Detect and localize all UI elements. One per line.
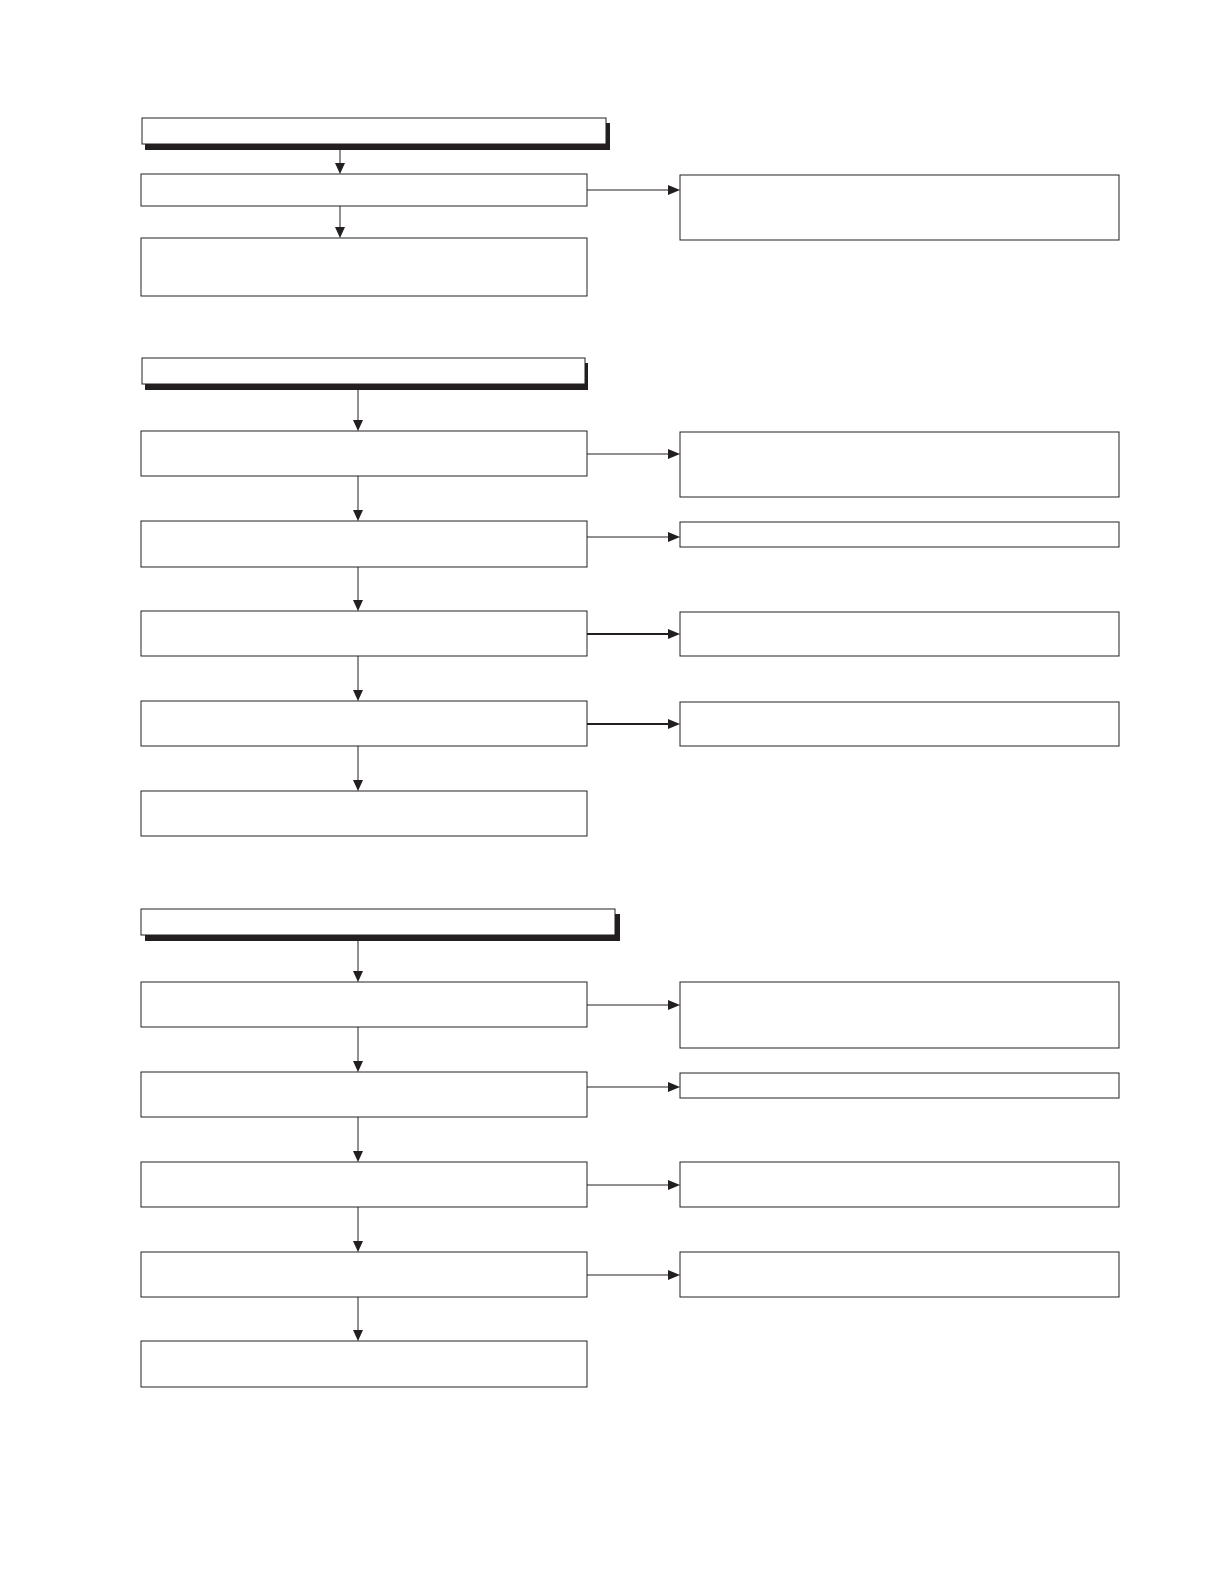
section-3-header-box [141, 909, 615, 935]
s1-arrow-2-head [335, 227, 345, 238]
s3-side-1-box [680, 982, 1119, 1048]
s2-step-2-box [141, 521, 587, 567]
section-3 [141, 909, 1119, 1387]
s3-side-2-box [680, 1073, 1119, 1098]
section-2 [141, 358, 1119, 836]
s3-step-4-box [141, 1252, 587, 1297]
s2-arrow-2-head [353, 600, 363, 611]
s2-side-arrow-4-head [668, 719, 680, 729]
section-1 [141, 118, 1119, 296]
s3-step-5-box [141, 1341, 587, 1387]
s2-side-1-box [680, 432, 1119, 497]
s1-side-1-box [680, 175, 1119, 240]
s2-side-arrow-1-head [668, 449, 680, 459]
s2-side-arrow-3-head [668, 629, 680, 639]
s3-side-arrow-3-head [668, 1180, 680, 1190]
s3-side-3-box [680, 1162, 1119, 1207]
s2-arrow-0-head [353, 420, 363, 431]
s2-step-1-box [141, 431, 587, 476]
s3-side-arrow-4-head [668, 1270, 680, 1280]
s2-side-arrow-2-head [668, 532, 680, 542]
s2-step-4-box [141, 701, 587, 746]
s3-step-2-box [141, 1072, 587, 1117]
s2-step-5-box [141, 791, 587, 836]
s3-side-4-box [680, 1252, 1119, 1297]
s1-step-2-box [141, 238, 587, 296]
s3-step-3-box [141, 1162, 587, 1207]
s3-side-arrow-1-head [668, 1000, 680, 1010]
s3-side-arrow-2-head [668, 1082, 680, 1092]
s3-arrow-4-head [353, 1330, 363, 1341]
s2-arrow-4-head [353, 780, 363, 791]
s2-arrow-1-head [353, 510, 363, 521]
s1-step-1-box [141, 174, 587, 206]
s2-side-4-box [680, 702, 1119, 746]
s2-side-2-box [680, 522, 1119, 547]
section-2-header-box [142, 358, 585, 384]
s2-step-3-box [141, 611, 587, 656]
s3-step-1-box [141, 982, 587, 1027]
s1-arrow-1-head [335, 163, 345, 174]
s2-arrow-3-head [353, 690, 363, 701]
s1-side-arrow-1-head [668, 185, 680, 195]
s3-arrow-3-head [353, 1241, 363, 1252]
s3-arrow-2-head [353, 1151, 363, 1162]
s3-arrow-0-head [353, 971, 363, 982]
section-1-header-box [142, 118, 606, 144]
s3-arrow-1-head [353, 1061, 363, 1072]
s2-side-3-box [680, 612, 1119, 656]
